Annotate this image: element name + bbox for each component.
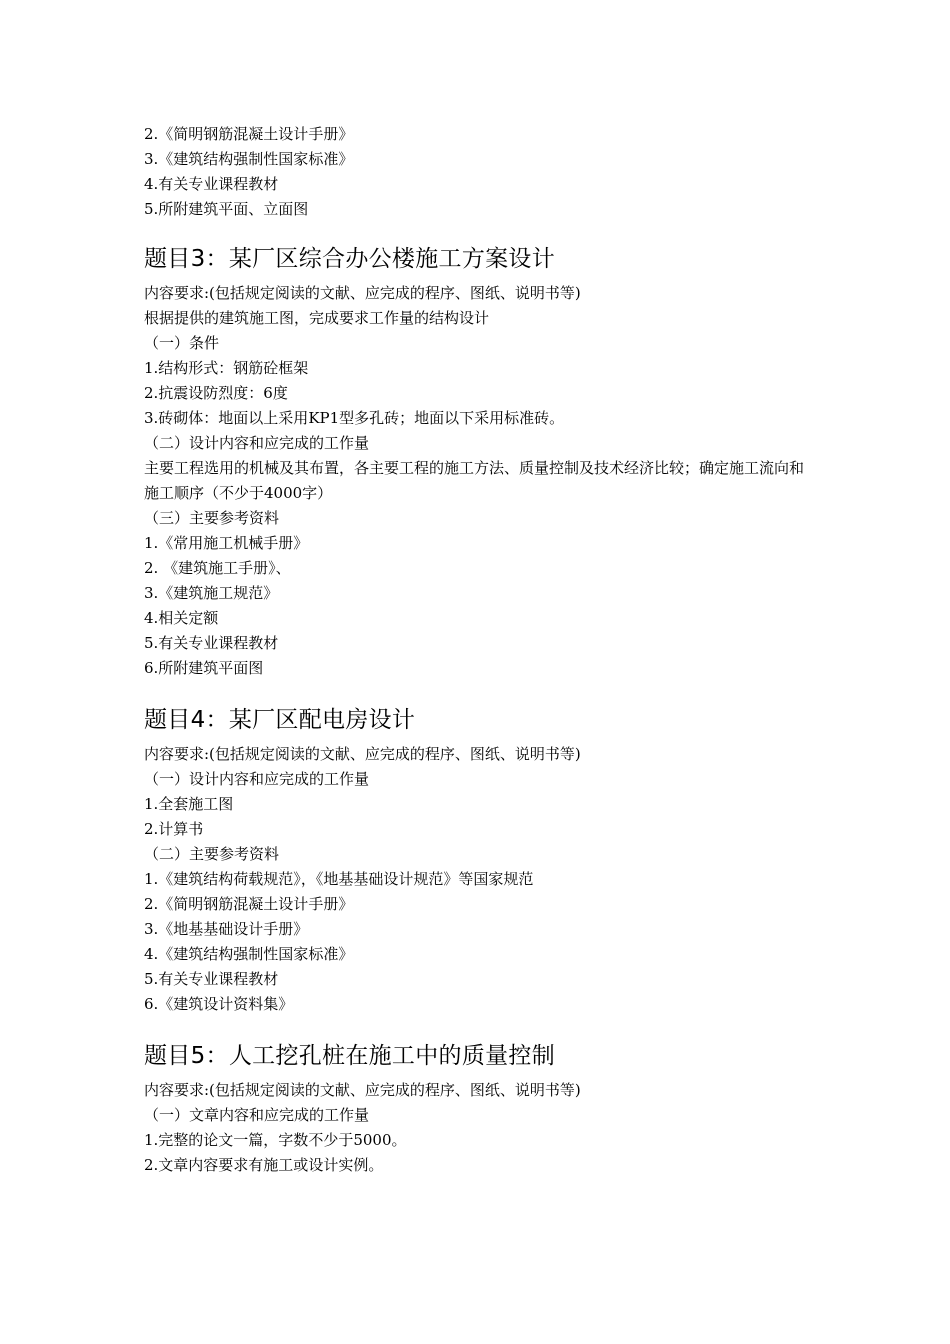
list-item: （一）条件 xyxy=(144,334,220,352)
intro-reference-list xyxy=(144,122,814,222)
list-item: 1.结构形式：钢筋砼框架 xyxy=(144,359,309,377)
list-item: 6.《建筑设计资料集》 xyxy=(144,995,294,1013)
list-item: 1.全套施工图 xyxy=(144,795,234,813)
list-item: 2.《简明钢筋混凝土设计手册》 xyxy=(144,895,354,913)
topic-4-section xyxy=(144,704,814,1017)
topic-5-section xyxy=(144,1040,814,1178)
list-item: 5.有关专业课程教材 xyxy=(144,970,279,988)
list-item: 根据提供的建筑施工图，完成要求工作量的结构设计 xyxy=(144,309,490,327)
list-item: 3.《建筑施工规范》 xyxy=(144,584,279,602)
topic-3-section xyxy=(144,243,814,681)
list-item: 2.《简明钢筋混凝土设计手册》 xyxy=(144,125,354,143)
list-item: 2.计算书 xyxy=(144,820,204,838)
list-item: （二）主要参考资料 xyxy=(144,845,280,863)
list-item: 4.相关定额 xyxy=(144,609,219,627)
list-item: （一）文章内容和应完成的工作量 xyxy=(144,1106,370,1124)
list-item: 2.文章内容要求有施工或设计实例。 xyxy=(144,1156,384,1174)
document-page xyxy=(144,122,814,1178)
list-item: 3.《地基基础设计手册》 xyxy=(144,920,309,938)
list-item: （二）设计内容和应完成的工作量 xyxy=(144,434,370,452)
paragraph: 主要工程选用的机械及其布置，各主要工程的施工方法、质量控制及技术经济比较；确定施工流向和施工顺序（不少于4000字） xyxy=(144,459,805,502)
list-item: 内容要求:(包括规定阅读的文献、应完成的程序、图纸、说明书等) xyxy=(144,1081,581,1099)
list-item: 1.《建筑结构荷载规范》，《地基基础设计规范》等国家规范 xyxy=(144,870,534,888)
list-item: 4.《建筑结构强制性国家标准》 xyxy=(144,945,354,963)
topic-5-title: 题目5：人工挖孔桩在施工中的质量控制 xyxy=(144,1043,556,1069)
list-item: 5.所附建筑平面、立面图 xyxy=(144,200,309,218)
list-item: 6.所附建筑平面图 xyxy=(144,659,264,677)
list-item: 4.有关专业课程教材 xyxy=(144,175,279,193)
list-item: （三）主要参考资料 xyxy=(144,509,280,527)
list-item: 1.《常用施工机械手册》 xyxy=(144,534,309,552)
list-item: 1.完整的论文一篇，字数不少于5000。 xyxy=(144,1131,407,1149)
topic-3-title: 题目3：某厂区综合办公楼施工方案设计 xyxy=(144,246,556,272)
list-item: 3.砖砌体：地面以上采用KP1型多孔砖；地面以下采用标准砖。 xyxy=(144,409,565,427)
list-item: 2.抗震设防烈度：6度 xyxy=(144,384,288,402)
list-item: 5.有关专业课程教材 xyxy=(144,634,279,652)
list-item: （一）设计内容和应完成的工作量 xyxy=(144,770,370,788)
list-item: 2. 《建筑施工手册》、 xyxy=(144,559,291,577)
list-item: 3.《建筑结构强制性国家标准》 xyxy=(144,150,354,168)
list-item: 内容要求:(包括规定阅读的文献、应完成的程序、图纸、说明书等) xyxy=(144,745,581,763)
list-item: 内容要求:(包括规定阅读的文献、应完成的程序、图纸、说明书等) xyxy=(144,284,581,302)
topic-4-title: 题目4：某厂区配电房设计 xyxy=(144,707,416,733)
